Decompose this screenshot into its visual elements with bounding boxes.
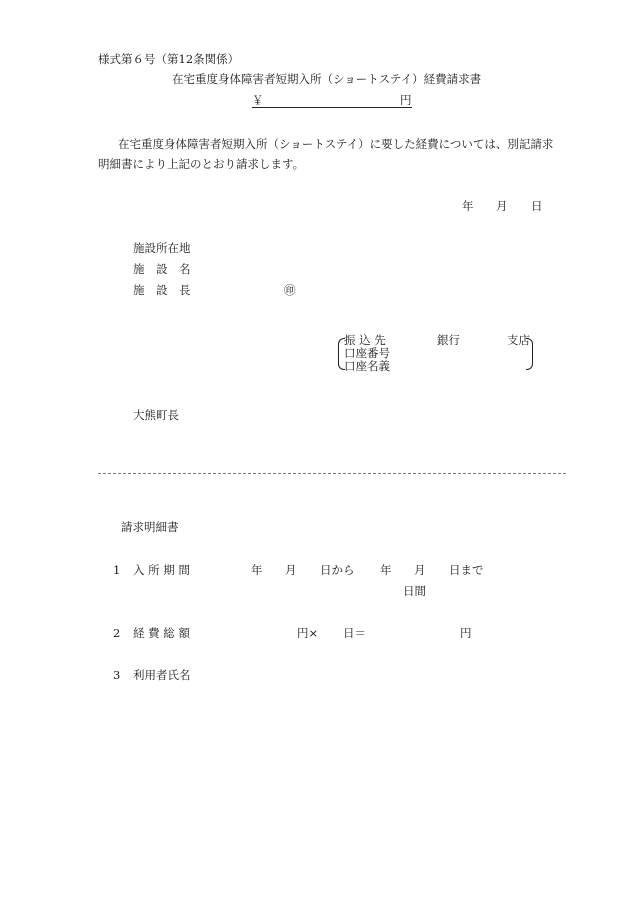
period-month-2: 月 xyxy=(414,563,426,577)
bank-suffix: 銀行 xyxy=(437,333,460,347)
date-month: 月 xyxy=(496,199,508,213)
date-day: 日 xyxy=(531,199,543,213)
body-line-2: 明細書により上記のとおり請求します。 xyxy=(98,157,305,171)
date-year: 年 xyxy=(462,199,474,213)
item-2-no: 2 xyxy=(113,626,121,640)
body-line-1: 在宅重度身体障害者短期入所（ショートステイ）に要した経費については、別記請求 xyxy=(118,137,554,151)
detail-title: 請求明細書 xyxy=(121,520,179,534)
cost-yen: 円 xyxy=(460,626,472,640)
seal-mark: ㊞ xyxy=(284,283,296,297)
account-number-label: 口座番号 xyxy=(344,346,390,360)
item-3-label: 利用者氏名 xyxy=(133,668,191,682)
item-3-no: 3 xyxy=(113,668,121,682)
period-year-1: 年 xyxy=(251,563,263,577)
yen-symbol: ￥ xyxy=(252,93,264,107)
item-1-label: 入 所 期 間 xyxy=(133,563,190,577)
transfer-label: 振 込 先 xyxy=(344,333,386,347)
cost-days-eq: 日＝ xyxy=(343,626,366,640)
document-title: 在宅重度身体障害者短期入所（ショートステイ）経費請求書 xyxy=(172,72,482,86)
period-month-1: 月 xyxy=(285,563,297,577)
cut-line xyxy=(98,473,566,474)
period-day-from: 日から xyxy=(320,563,355,577)
account-name-label: 口座名義 xyxy=(344,359,390,373)
period-days: 日間 xyxy=(403,584,426,598)
form-id: 様式第６号（第12条関係） xyxy=(98,52,240,66)
facility-name-label: 施 設 名 xyxy=(133,262,191,276)
facility-head-label: 施 設 長 xyxy=(133,283,191,297)
amount-line xyxy=(252,93,412,108)
period-year-2: 年 xyxy=(380,563,392,577)
period-day-to: 日まで xyxy=(449,563,484,577)
yen-unit: 円 xyxy=(400,93,412,107)
item-2-label: 経 費 総 額 xyxy=(133,626,190,640)
cost-yen-times: 円× xyxy=(297,626,319,640)
facility-address-label: 施設所在地 xyxy=(133,241,191,255)
branch-suffix: 支店 xyxy=(507,333,530,347)
recipient: 大熊町長 xyxy=(133,408,179,422)
item-1-no: 1 xyxy=(113,563,121,577)
